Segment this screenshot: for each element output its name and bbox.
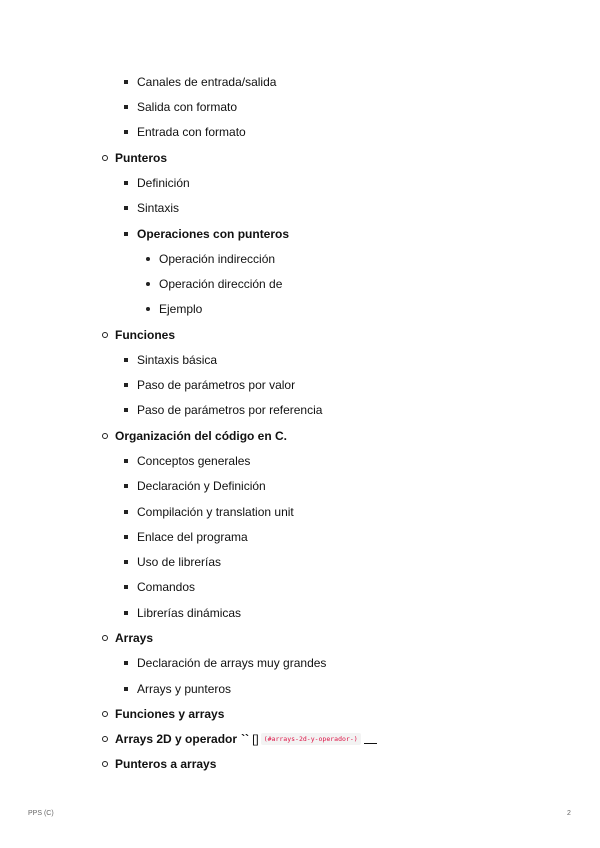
page-number: 2	[567, 810, 571, 817]
outline-item-label: Punteros a arrays	[115, 757, 217, 772]
square-bullet-icon	[124, 105, 128, 109]
outline-item	[102, 147, 167, 167]
outline-item	[124, 197, 179, 217]
square-bullet-icon	[124, 510, 128, 514]
outline-item-label: Declaración de arrays muy grandes	[137, 656, 327, 671]
outline-item	[146, 299, 202, 319]
square-bullet-icon	[124, 358, 128, 362]
outline-item-label: Sintaxis básica	[137, 352, 218, 367]
outline-item	[102, 425, 287, 445]
outline-item	[146, 248, 275, 268]
disc-bullet-icon	[146, 307, 150, 311]
outline-item-label: Paso de parámetros por referencia	[137, 403, 323, 418]
disc-bullet-icon	[146, 282, 150, 286]
outline-item	[102, 627, 153, 647]
outline-item-label: Operación indirección	[159, 251, 276, 266]
outline-item	[124, 475, 266, 495]
disc-bullet-icon	[146, 257, 150, 261]
outline-item-label: Operación dirección de	[159, 277, 283, 292]
circle-bullet-icon	[102, 736, 108, 742]
circle-bullet-icon	[102, 155, 108, 161]
outline-item	[124, 96, 237, 116]
outline-item	[102, 728, 377, 748]
outline-item-label: Funciones y arrays	[115, 706, 225, 721]
outline-item	[124, 526, 248, 546]
outline-item	[146, 273, 282, 293]
square-bullet-icon	[124, 661, 128, 665]
outline-item-label: Salida con formato	[137, 100, 238, 115]
outline-item	[124, 602, 241, 622]
outline-item	[102, 703, 224, 723]
square-bullet-icon	[124, 181, 128, 185]
outline-item	[102, 324, 175, 344]
outline-item	[124, 122, 246, 142]
outline-item-label: Punteros	[115, 150, 168, 165]
outline-item-label: Definición	[137, 175, 190, 190]
outline-item	[124, 400, 322, 420]
circle-bullet-icon	[102, 433, 108, 439]
outline-item-label: Declaración y Definición	[137, 479, 266, 494]
outline-item	[124, 551, 221, 571]
square-bullet-icon	[124, 80, 128, 84]
outline-item	[124, 501, 294, 521]
underline-mark	[364, 734, 377, 744]
outline-item	[124, 172, 190, 192]
outline-item-label: Canales de entrada/salida	[137, 74, 277, 89]
backtick-marks: ``	[241, 732, 250, 747]
square-bullet-icon	[124, 459, 128, 463]
circle-bullet-icon	[102, 711, 108, 717]
outline-item-label: Entrada con formato	[137, 125, 246, 140]
outline-item-label: Paso de parámetros por valor	[137, 378, 296, 393]
outline-item-label: Operaciones con punteros	[137, 226, 290, 241]
square-bullet-icon	[124, 130, 128, 134]
square-bullet-icon	[124, 585, 128, 589]
outline-item-label: Arrays	[115, 630, 154, 645]
circle-bullet-icon	[102, 332, 108, 338]
square-bullet-icon	[124, 535, 128, 539]
outline-item-label: Uso de librerías	[137, 555, 222, 570]
outline-item-label: Conceptos generales	[137, 454, 251, 469]
square-bullet-icon	[124, 206, 128, 210]
outline-item	[124, 652, 326, 672]
outline-item	[102, 754, 216, 774]
bracket-operator: []	[252, 732, 259, 747]
square-bullet-icon	[124, 687, 128, 691]
outline-item-label: Organización del código en C.	[115, 428, 288, 443]
outline-item-label: Comandos	[137, 580, 196, 595]
outline-item-label: Ejemplo	[159, 302, 203, 317]
outline-item	[124, 374, 295, 394]
outline-item-label: Arrays y punteros	[137, 681, 232, 696]
outline-item-label: Librerías dinámicas	[137, 605, 242, 620]
outline-item-label: Arrays 2D y operador	[115, 732, 238, 747]
outline-item-label: Compilación y translation unit	[137, 504, 294, 519]
outline-item	[124, 349, 217, 369]
square-bullet-icon	[124, 383, 128, 387]
outline-item	[124, 223, 289, 243]
square-bullet-icon	[124, 408, 128, 412]
outline-item	[124, 678, 231, 698]
anchor-code-link[interactable]: (#arrays-2d-y-operador-)	[261, 733, 361, 745]
square-bullet-icon	[124, 232, 128, 236]
square-bullet-icon	[124, 484, 128, 488]
circle-bullet-icon	[102, 761, 108, 767]
outline-item	[124, 450, 250, 470]
circle-bullet-icon	[102, 635, 108, 641]
footer-left: PPS (C)	[28, 810, 54, 817]
outline-item-label: Enlace del programa	[137, 529, 248, 544]
square-bullet-icon	[124, 560, 128, 564]
square-bullet-icon	[124, 611, 128, 615]
outline-item	[124, 577, 195, 597]
outline-item-label: Sintaxis	[137, 201, 180, 216]
outline-item	[124, 71, 276, 91]
outline-item-label: Funciones	[115, 327, 176, 342]
